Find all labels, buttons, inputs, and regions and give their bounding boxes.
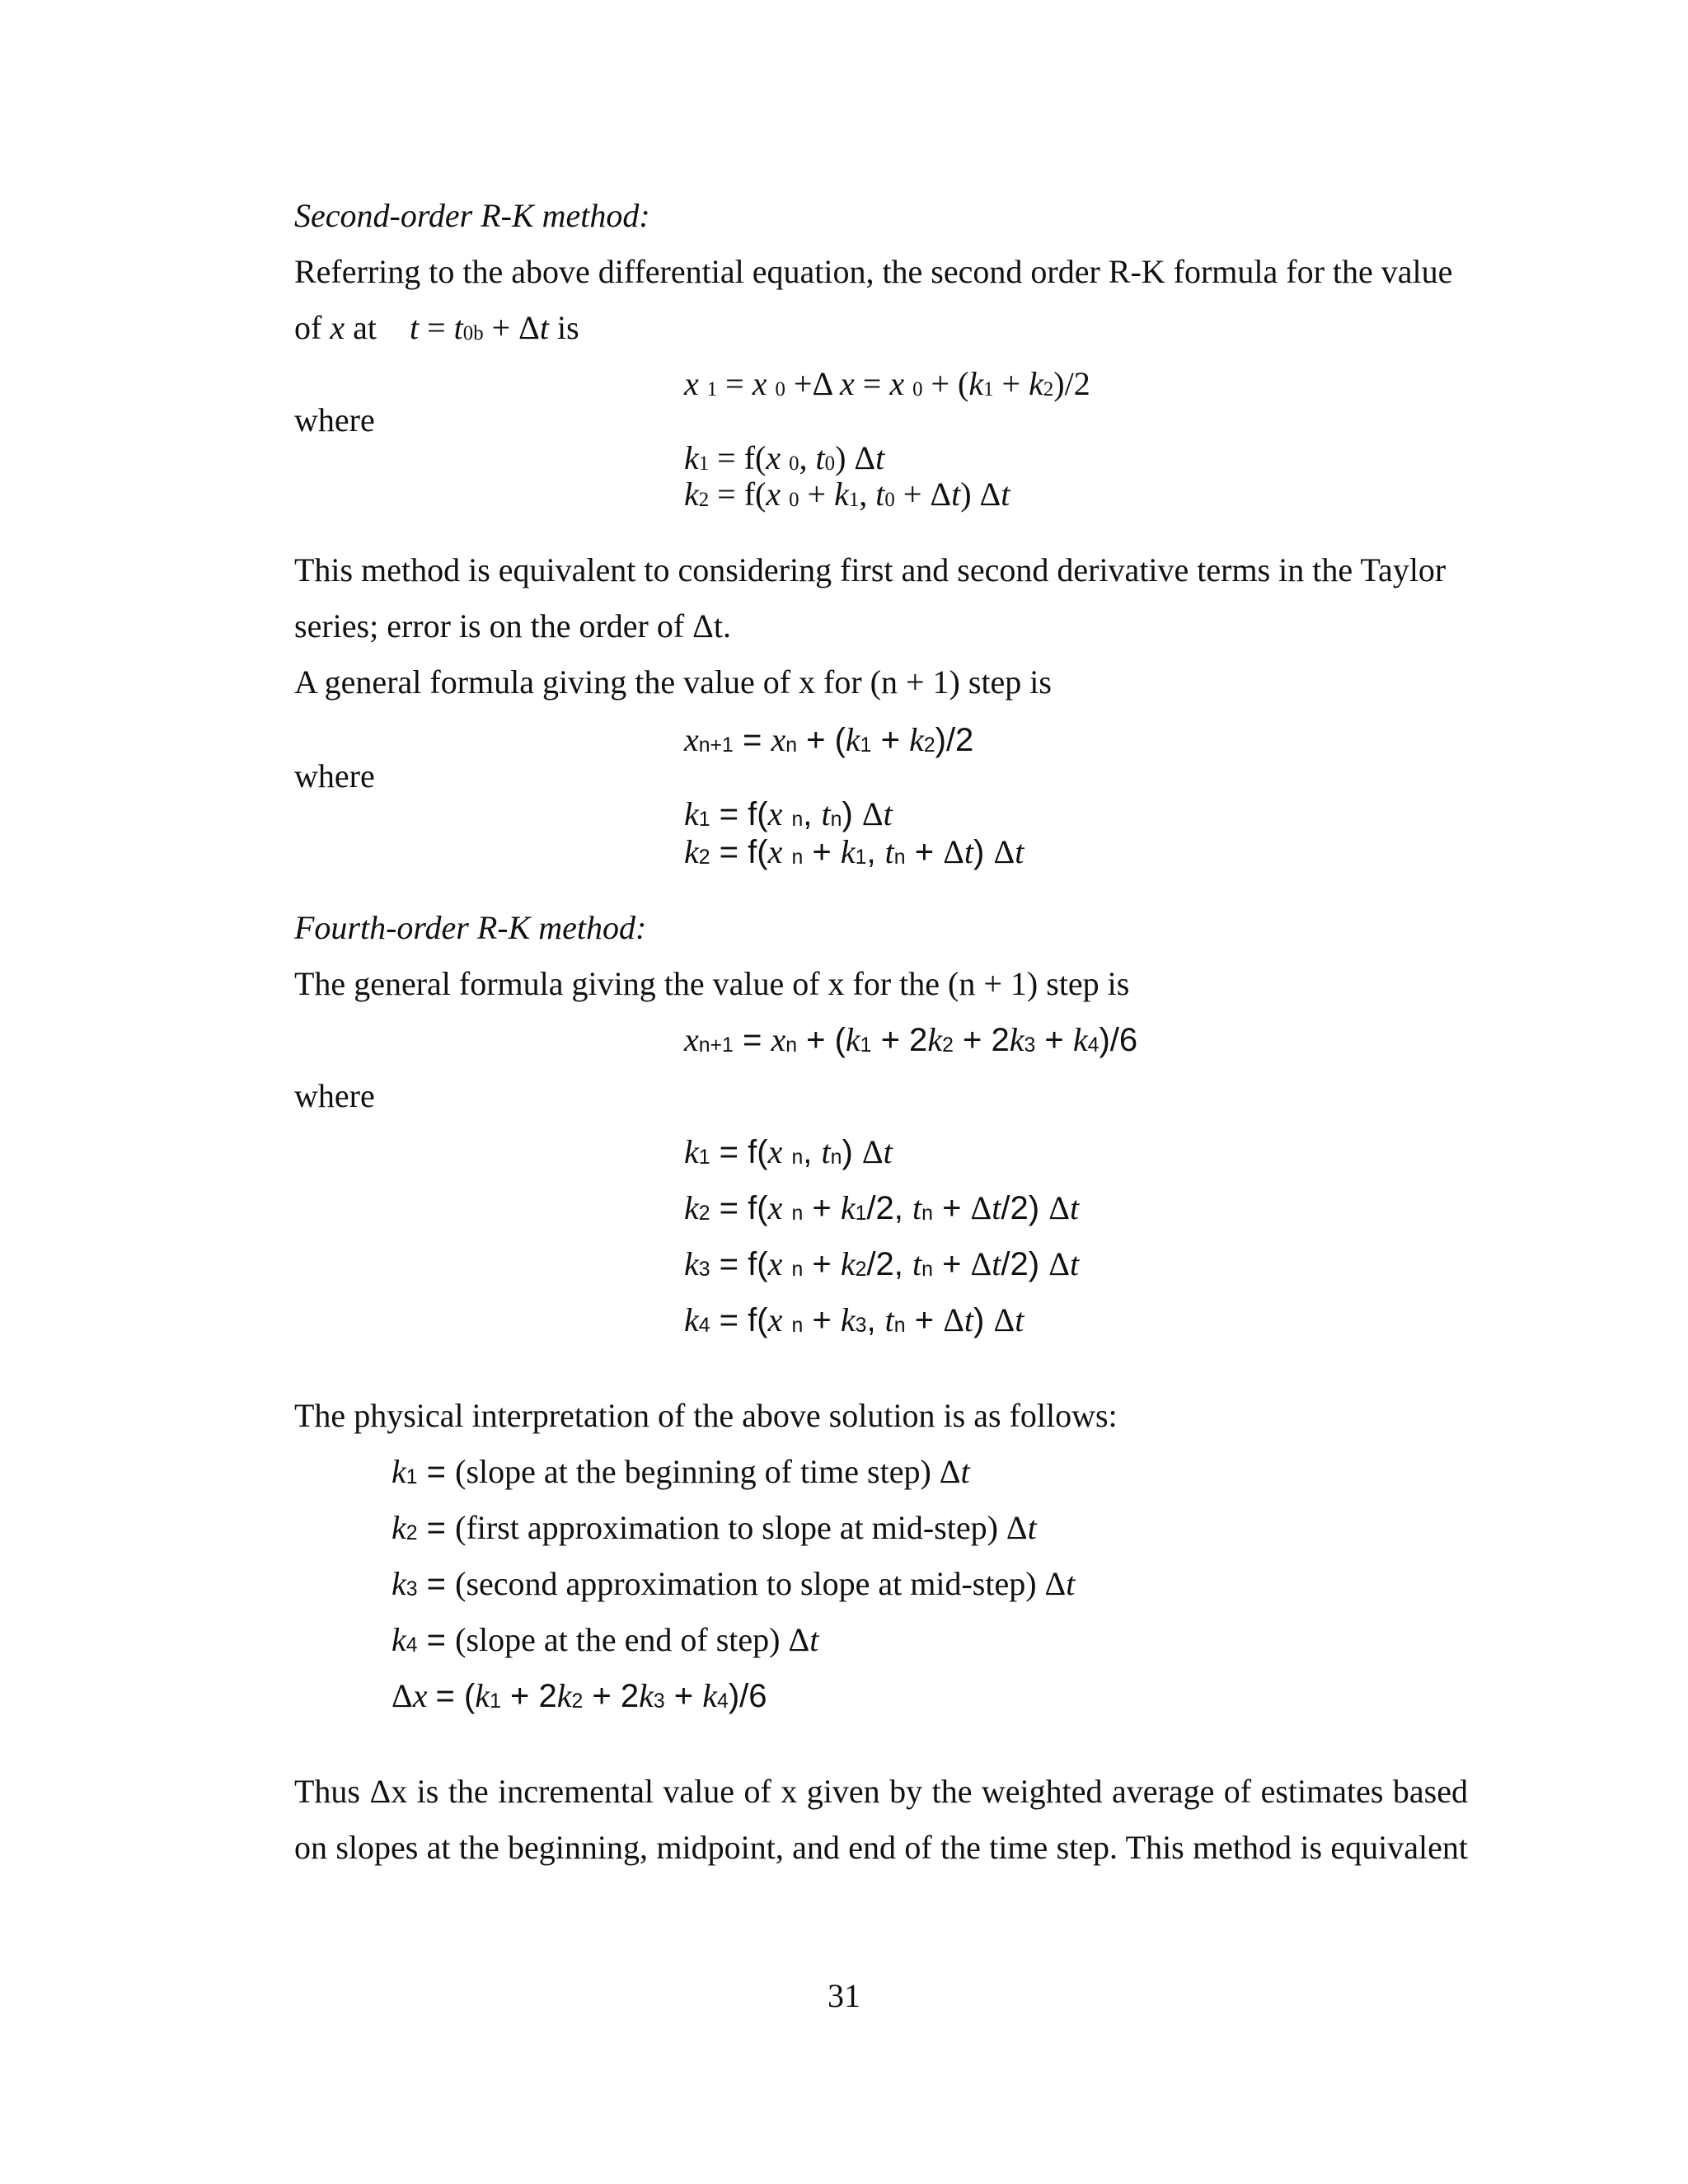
equation-rk4-k1: $k_1 = f(x$ $_n$, $t_n$) Δt: [684, 1133, 893, 1170]
where-label: where: [294, 757, 375, 794]
paragraph-line: The physical interpretation of the above solution is as follows:: [294, 1397, 1118, 1434]
paragraph-line: of x at $t = t_{0b} + \Delta t$ is: [294, 309, 579, 346]
interpretation-k1: $k_1$ = (slope at the beginning of time step) Δt: [392, 1453, 970, 1490]
equation-k2: $k_2 = f(x$ $_0 + k_1$, $t_0 + \Delta t$) Δt: [684, 476, 1010, 513]
equation-xn1-second-order: $x_{n+1} = x_n + (k_1 + k_2)/2$: [684, 721, 974, 758]
paragraph-line: series; error is on the order of Δt.: [294, 607, 731, 644]
page-number: 31: [828, 1977, 860, 2014]
interpretation-delta-x: $\Delta x = (k_1 + 2k_2 + 2k_3 + k_4)/6$: [392, 1677, 767, 1714]
paragraph-line: Referring to the above differential equation, the second order R-K formula for the value: [294, 253, 1453, 290]
equation-k1: $k_1 = f(x$ $_0$, $t_0$) Δt: [684, 439, 885, 476]
paragraph-line: on slopes at the beginning, midpoint, and end of the time step. This method is equivalent: [294, 1829, 1468, 1866]
where-label: where: [294, 1077, 375, 1114]
interpretation-k4: $k_4$ = (slope at the end of step) Δt: [392, 1621, 819, 1658]
equation-rk4-k3: $k_3 = f(x$ $_n + k_2/2$, $t_n + \Delta t/2$) Δt: [684, 1245, 1080, 1282]
equation-k2-n: $k_2 = f(x$ $_n + k_1$, $t_n + \Delta t$) Δt: [684, 833, 1025, 870]
paragraph-line: A general formula giving the value of x for (n + 1) step is: [294, 663, 1052, 701]
interpretation-k2: $k_2$ = (first approximation to slope at mid-step) Δt: [392, 1509, 1037, 1546]
section-heading-fourth-order: Fourth-order R-K method:: [294, 909, 647, 946]
equation-k1-n: $k_1 = f(x$ $_n$, $t_n$) Δt: [684, 795, 893, 832]
equation-x1: x $_1$ = x $_0$ +Δ x = x $_0 + (k_1 + k_2)/2$: [684, 365, 1090, 402]
section-heading-second-order: Second-order R-K method:: [294, 197, 650, 234]
paragraph-line: This method is equivalent to considering first and second derivative terms in the Taylor: [294, 551, 1447, 588]
paragraph-line: Thus Δx is the incremental value of x given by the weighted average of estimates based: [294, 1773, 1468, 1810]
equation-xn1-fourth-order: $x_{n+1} = x_n + (k_1 + 2k_2 + 2k_3 + k_4)/6$: [684, 1021, 1138, 1058]
equation-rk4-k4: $k_4 = f(x$ $_n + k_3$, $t_n + \Delta t$) Δt: [684, 1301, 1025, 1338]
where-label: where: [294, 401, 375, 438]
equation-rk4-k2: $k_2 = f(x$ $_n + k_1/2$, $t_n + \Delta t/2$) Δt: [684, 1189, 1080, 1226]
paragraph-line: The general formula giving the value of x for the (n + 1) step is: [294, 965, 1130, 1002]
interpretation-k3: $k_3$ = (second approximation to slope at mid-step) Δt: [392, 1565, 1076, 1602]
